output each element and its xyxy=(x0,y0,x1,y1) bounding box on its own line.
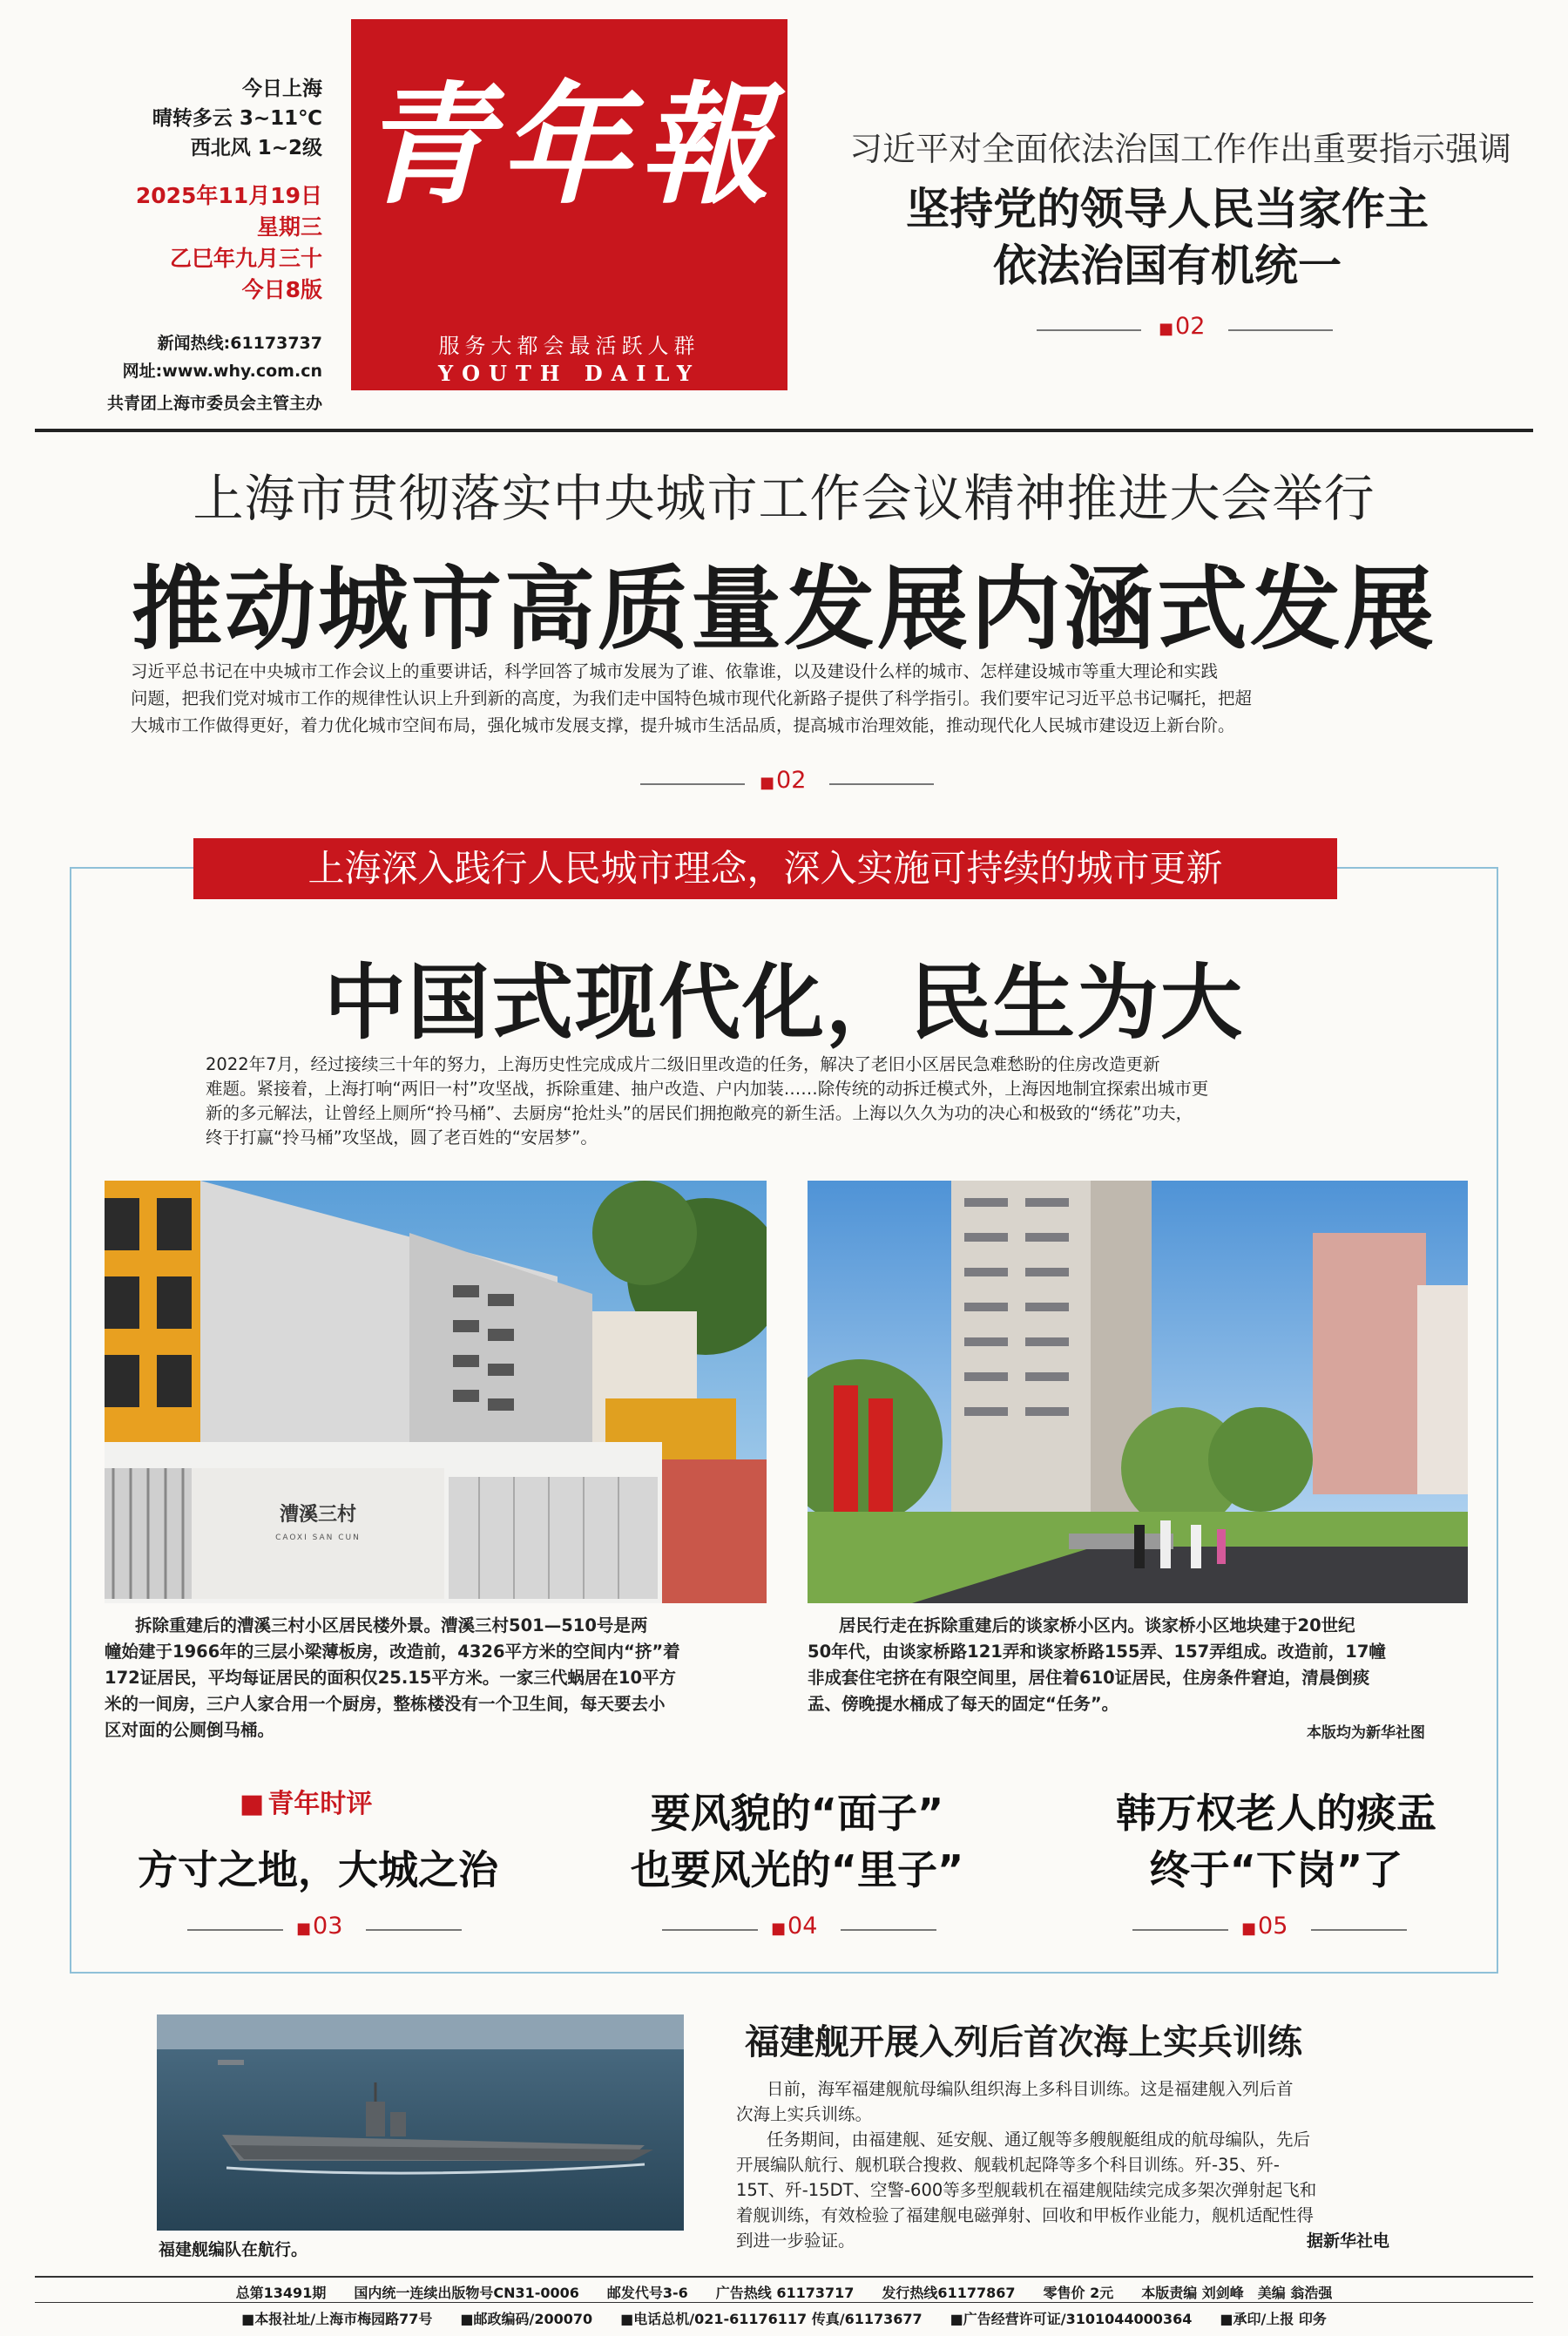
lead-story-text-line: 问题，把我们党对城市工作的规律性认识上升到新的高度，为我们走中国特色城市现代化新路子提供了科学指引。我们要牢记习近平总书记嘱托，把超 xyxy=(131,688,1253,708)
feature-banner: 上海深入践行人民城市理念，深入实施可持续的城市更新 xyxy=(193,838,1337,899)
masthead-english: YOUTH DAILY xyxy=(438,361,700,386)
top-story-headline-line2[interactable]: 依法治国有机统一 xyxy=(993,240,1342,291)
bottom-story-source: 据新华社电 xyxy=(1307,2231,1390,2251)
teaser-facade-headline-line2[interactable]: 也要风光的“里子” xyxy=(630,1846,964,1893)
photo-credit: 本版均为新华社图 xyxy=(1307,1724,1425,1742)
divider-line xyxy=(841,1929,936,1931)
bottom-story-text-line: 15T、歼-15DT、空警-600等多型舰载机在福建舰陆续完成多架次弹射起飞和 xyxy=(736,2180,1317,2200)
tanjiaqiao-community-photo xyxy=(808,1181,1468,1603)
caption-right-line: 盂、傍晚提水桶成了每天的固定“任务”。 xyxy=(808,1694,1119,1714)
caption-right-line: 50年代，由谈家桥路121弄和谈家桥路155弄、157弄组成。改造前，17幢 xyxy=(808,1642,1386,1662)
divider-line xyxy=(1228,329,1333,331)
issue-lunar-date: 乙巳年九月三十 xyxy=(169,246,322,271)
footer-line-1: 总第13491期 国内统一连续出版物号CN31-0006 邮发代号3-6 广告热线 61173717 发行热线61177867 零售价 2元 本版责编 刘剑峰 美编 翁浩强 xyxy=(235,2285,1333,2301)
top-story-kicker: 习近平对全面依法治国工作作出重要指示强调 xyxy=(849,130,1512,168)
feature-intro-line: 终于打赢“拎马桶”攻坚战，圆了老百姓的“安居梦”。 xyxy=(206,1127,598,1148)
website-link[interactable]: 网址:www.why.com.cn xyxy=(122,362,322,381)
caoxi-sign-english: CAOXI SAN CUN xyxy=(275,1534,361,1542)
lead-story-page-ref[interactable]: ■ 02 xyxy=(760,767,806,794)
caption-left-line: 172证居民，平均每证居民的面积仅25.15平方米。一家三代蜗居在10平方 xyxy=(105,1668,677,1688)
issue-weekday: 星期三 xyxy=(256,214,322,240)
caption-left-line: 拆除重建后的漕溪三村小区居民楼外景。漕溪三村501—510号是两 xyxy=(135,1615,648,1635)
wind-text: 西北风 1~2级 xyxy=(190,137,322,159)
footer-line-2: ■本报社址/上海市梅园路77号 ■邮政编码/200070 ■电话总机/021-61176117 传真/61173677 ■广告经营许可证/3101044000364 ■承印/上报 印务 xyxy=(241,2311,1327,2327)
divider-line xyxy=(640,783,745,785)
top-story-page-ref[interactable]: ■ 02 xyxy=(1159,313,1205,340)
opinion-section-tag: ■ 青年时评 xyxy=(240,1782,372,1820)
bottom-story-text-line: 日前，海军福建舰航母编队组织海上多科目训练。这是福建舰入列后首 xyxy=(767,2079,1294,2099)
lead-story-headline[interactable]: 推动城市高质量发展内涵式发展 xyxy=(131,556,1436,662)
lead-story-subhead: 上海市贯彻落实中央城市工作会议精神推进大会举行 xyxy=(193,469,1375,528)
carrier-photo-caption: 福建舰编队在航行。 xyxy=(159,2240,308,2259)
feature-intro-line: 难题。紧接着，上海打响“两旧一村”攻坚战，拆除重建、抽户改造、户内加装……除传统的动拆迁模式外，上海因地制宜探索出城市更 xyxy=(206,1079,1209,1099)
bottom-story-text-line: 开展编队航行、舰机联合搜救、舰载机起降等多个科目训练。歼-35、歼- xyxy=(736,2155,1280,2175)
lead-story-text-line: 大城市工作做得更好，着力优化城市空间布局，强化城市发展支撑，提升城市生活品质，提高城市治理效能，推动现代化人民城市建设迈上新台阶。 xyxy=(131,715,1235,735)
footer-rule xyxy=(35,2276,1533,2278)
divider-line xyxy=(366,1929,462,1931)
masthead xyxy=(351,19,787,390)
divider-line xyxy=(187,1929,283,1931)
top-story-headline-line1[interactable]: 坚持党的领导人民当家作主 xyxy=(906,184,1429,234)
divider-line xyxy=(1132,1929,1228,1931)
teaser-opinion-page-ref[interactable]: ■ 03 xyxy=(296,1913,342,1940)
feature-intro-line: 2022年7月，经过接续三十年的努力，上海历史性完成成片二级旧里改造的任务，解决了老旧小区居民急难愁盼的住房改造更新 xyxy=(206,1054,1160,1074)
bottom-story-headline[interactable]: 福建舰开展入列后首次海上实兵训练 xyxy=(745,2022,1302,2062)
caption-right-line: 居民行走在拆除重建后的谈家桥小区内。谈家桥小区地块建于20世纪 xyxy=(839,1615,1355,1635)
masthead-slogan: 服务大都会最活跃人群 xyxy=(438,334,700,358)
issue-page-count: 今日8版 xyxy=(241,277,322,302)
divider-line xyxy=(829,783,934,785)
teaser-spittoon-page-ref[interactable]: ■ 05 xyxy=(1241,1913,1288,1940)
bottom-story-text-line: 到进一步验证。 xyxy=(736,2231,855,2251)
weather-title: 今日上海 xyxy=(242,78,322,100)
teaser-opinion-headline[interactable]: 方寸之地，大城之治 xyxy=(138,1846,498,1893)
issue-date: 2025年11月19日 xyxy=(135,183,322,208)
feature-headline[interactable]: 中国式现代化，民生为大 xyxy=(323,956,1244,1051)
news-hotline: 新闻热线:61173737 xyxy=(157,334,322,353)
bottom-story-text-line: 任务期间，由福建舰、延安舰、通辽舰等多艘舰艇组成的航母编队，先后 xyxy=(767,2129,1311,2150)
fujian-carrier-photo xyxy=(157,2014,684,2231)
footer-rule xyxy=(35,2302,1533,2303)
publisher-line: 共青团上海市委员会主管主办 xyxy=(106,394,322,413)
divider-line xyxy=(1037,329,1141,331)
teaser-spittoon-headline-line1[interactable]: 韩万权老人的痰盂 xyxy=(1116,1790,1436,1837)
caption-left-line: 米的一间房，三户人家合用一个厨房，整栋楼没有一个卫生间，每天要去小 xyxy=(105,1694,666,1714)
caption-left-line: 幢始建于1966年的三层小梁薄板房，改造前，4326平方米的空间内“挤”着 xyxy=(105,1642,680,1662)
masthead-rule xyxy=(35,429,1533,432)
feature-intro-line: 新的多元解法，让曾经上厕所“拎马桶”、去厨房“抢灶头”的居民们拥抱敞亮的新生活。上海以久久为功的决心和极致的“绣花”功夫， xyxy=(206,1103,1193,1123)
caoxi-building-photo xyxy=(105,1181,767,1603)
divider-line xyxy=(662,1929,758,1931)
teaser-spittoon-headline-line2[interactable]: 终于“下岗”了 xyxy=(1149,1846,1403,1893)
bottom-story-text-line: 次海上实兵训练。 xyxy=(736,2104,873,2124)
masthead-title: 青年報 xyxy=(360,69,779,222)
caption-left-line: 区对面的公厕倒马桶。 xyxy=(105,1720,275,1740)
bottom-story-text-line: 着舰训练，有效检验了福建舰电磁弹射、回收和甲板作业能力，舰机适配性得 xyxy=(736,2205,1315,2225)
lead-story-text-line: 习近平总书记在中央城市工作会议上的重要讲话，科学回答了城市发展为了谁、依靠谁，以及建设什么样的城市、怎样建设城市等重大理论和实践 xyxy=(131,661,1219,681)
weather-text: 晴转多云 3~11℃ xyxy=(152,107,322,130)
caption-right-line: 非成套住宅挤在有限空间里，居住着610证居民，住房条件窘迫，清晨倒痰 xyxy=(808,1668,1370,1688)
caoxi-sign-text: 漕溪三村 xyxy=(279,1503,357,1526)
teaser-facade-page-ref[interactable]: ■ 04 xyxy=(771,1913,817,1940)
divider-line xyxy=(1311,1929,1407,1931)
teaser-facade-headline-line1[interactable]: 要风貌的“面子” xyxy=(650,1790,944,1837)
